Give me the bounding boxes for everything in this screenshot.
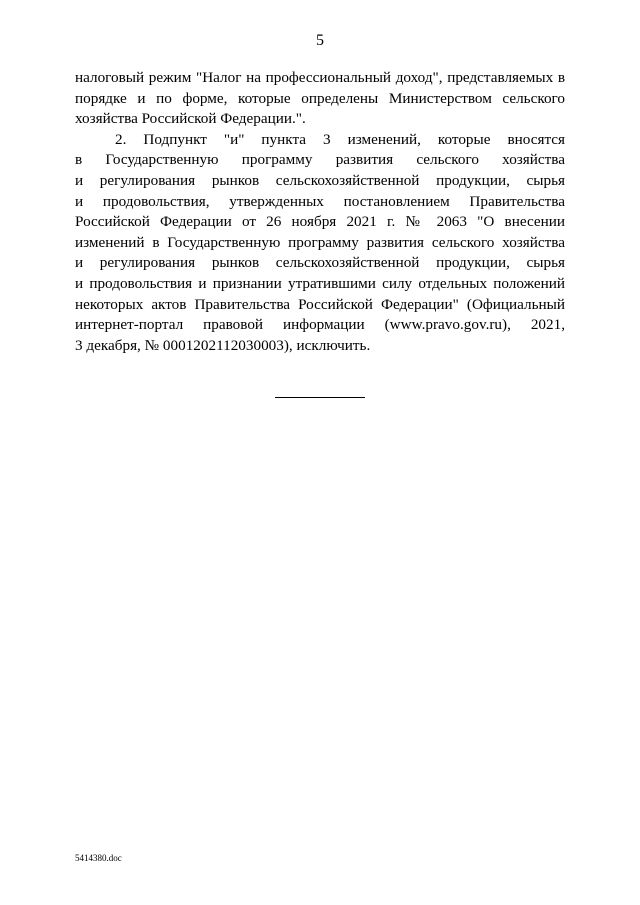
document-body	[75, 68, 565, 356]
paragraph-line: 3 декабря, № 0001202112030003), исключить.	[75, 336, 371, 354]
paragraph-line: хозяйства Российской Федерации.".	[75, 110, 306, 128]
paragraph-2	[75, 130, 565, 357]
paragraph-line: и продовольствия и признании утратившими силу отдельных положений	[75, 274, 565, 292]
paragraph-line: интернет-портал правовой информации (www.pravo.gov.ru), 2021,	[75, 316, 565, 334]
paragraph-line: порядке и по форме, которые определены Министерством сельского	[75, 89, 565, 107]
paragraph-line: изменений в Государственную программу развития сельского хозяйства	[75, 233, 565, 251]
paragraph-line: некоторых актов Правительства Российской Федерации" (Официальный	[75, 295, 565, 313]
paragraph-line: и продовольствия, утвержденных постановлением Правительства	[75, 192, 565, 210]
paragraph-1	[75, 68, 565, 130]
paragraph-line: Российской Федерации от 26 ноября 2021 г. № 2063 "О внесении	[75, 213, 565, 231]
paragraph-line: 2. Подпункт "и" пункта 3 изменений, которые вносятся	[115, 130, 565, 148]
paragraph-line: в Государственную программу развития сельского хозяйства	[75, 151, 565, 169]
paragraph-line: и регулирования рынков сельскохозяйственной продукции, сырья	[75, 254, 565, 272]
separator-line	[275, 397, 365, 398]
page-number: 5	[316, 32, 324, 49]
document-code: 5414380.doc	[75, 853, 122, 863]
paragraph-line: и регулирования рынков сельскохозяйственной продукции, сырья	[75, 171, 565, 189]
paragraph-line: налоговый режим "Налог на профессиональный доход", представляемых в	[75, 69, 565, 86]
